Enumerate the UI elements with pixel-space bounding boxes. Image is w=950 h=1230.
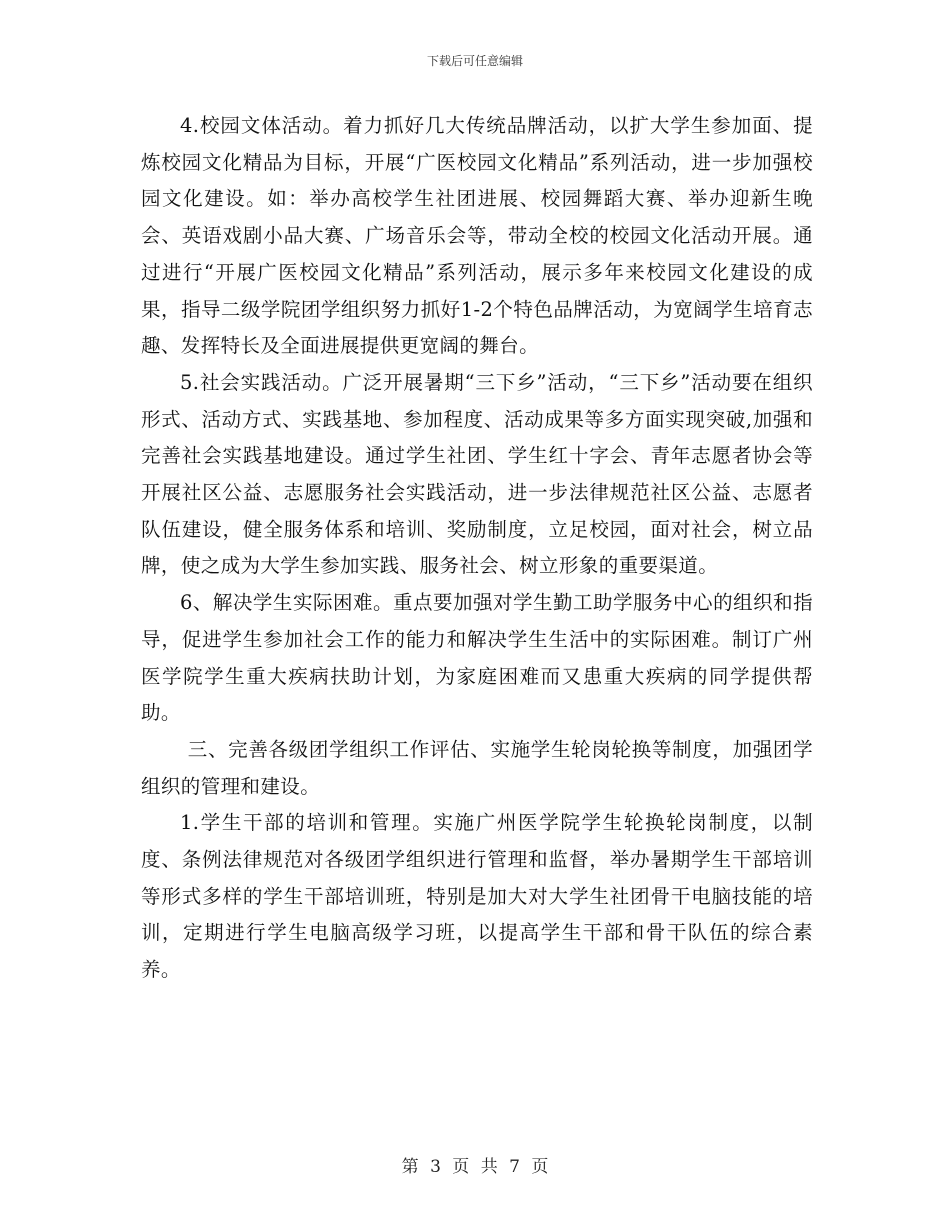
document-body [141, 108, 813, 989]
page-footer: 第 3 页 共 7 页 [401, 1157, 549, 1177]
paragraph-campus-culture: 4.校园文体活动。着力抓好几大传统品牌活动，以扩大学生参加面、提炼校园文化精品为目标，开展“广医校园文化精品”系列活动，进一步加强校园文化建设。如：举办高校学生社团进展、校园舞蹈大赛、举办迎新生晚会、英语戏剧小品大赛、广场音乐会等，带动全校的校园文化活动开展。通过进行“开展广医校园文化精品”系列活动，展示多年来校园文化建设的成果，指导二级学院团学组织努力抓好1-2个特色品牌活动，为宽阔学生培育志趣、发挥特长及全面进展提供更宽阔的舞台。 [141, 114, 813, 358]
page-header: 下载后可任意编辑 [426, 54, 523, 68]
paragraph-student-difficulties: 6、解决学生实际困难。重点要加强对学生勤工助学服务中心的组织和指导，促进学生参加社会工作的能力和解决学生生活中的实际困难。制订广州医学院学生重大疾病扶助计划，为家庭困难而又患重大疾病的同学提供帮助。 [141, 591, 813, 725]
section-heading-three: 三、完善各级团学组织工作评估、实施学生轮岗轮换等制度，加强团学组织的管理和建设。 [141, 737, 813, 798]
paragraph-cadre-training: 1.学生干部的培训和管理。实施广州医学院学生轮换轮岗制度，以制度、条例法律规范对各级团学组织进行管理和监督，举办暑期学生干部培训等形式多样的学生干部培训班，特别是加大对大学生社团骨干电脑技能的培训，定期进行学生电脑高级学习班，以提高学生干部和骨干队伍的综合素养。 [141, 811, 813, 982]
paragraph-social-practice: 5.社会实践活动。广泛开展暑期“三下乡”活动，“三下乡”活动要在组织形式、活动方式、实践基地、参加程度、活动成果等多方面实现突破,加强和完善社会实践基地建设。通过学生社团、学生红十字会、青年志愿者协会等开展社区公益、志愿服务社会实践活动，进一步法律规范社区公益、志愿者队伍建设，健全服务体系和培训、奖励制度，立足校园，面对社会，树立品牌，使之成为大学生参加实践、服务社会、树立形象的重要渠道。 [141, 370, 813, 578]
